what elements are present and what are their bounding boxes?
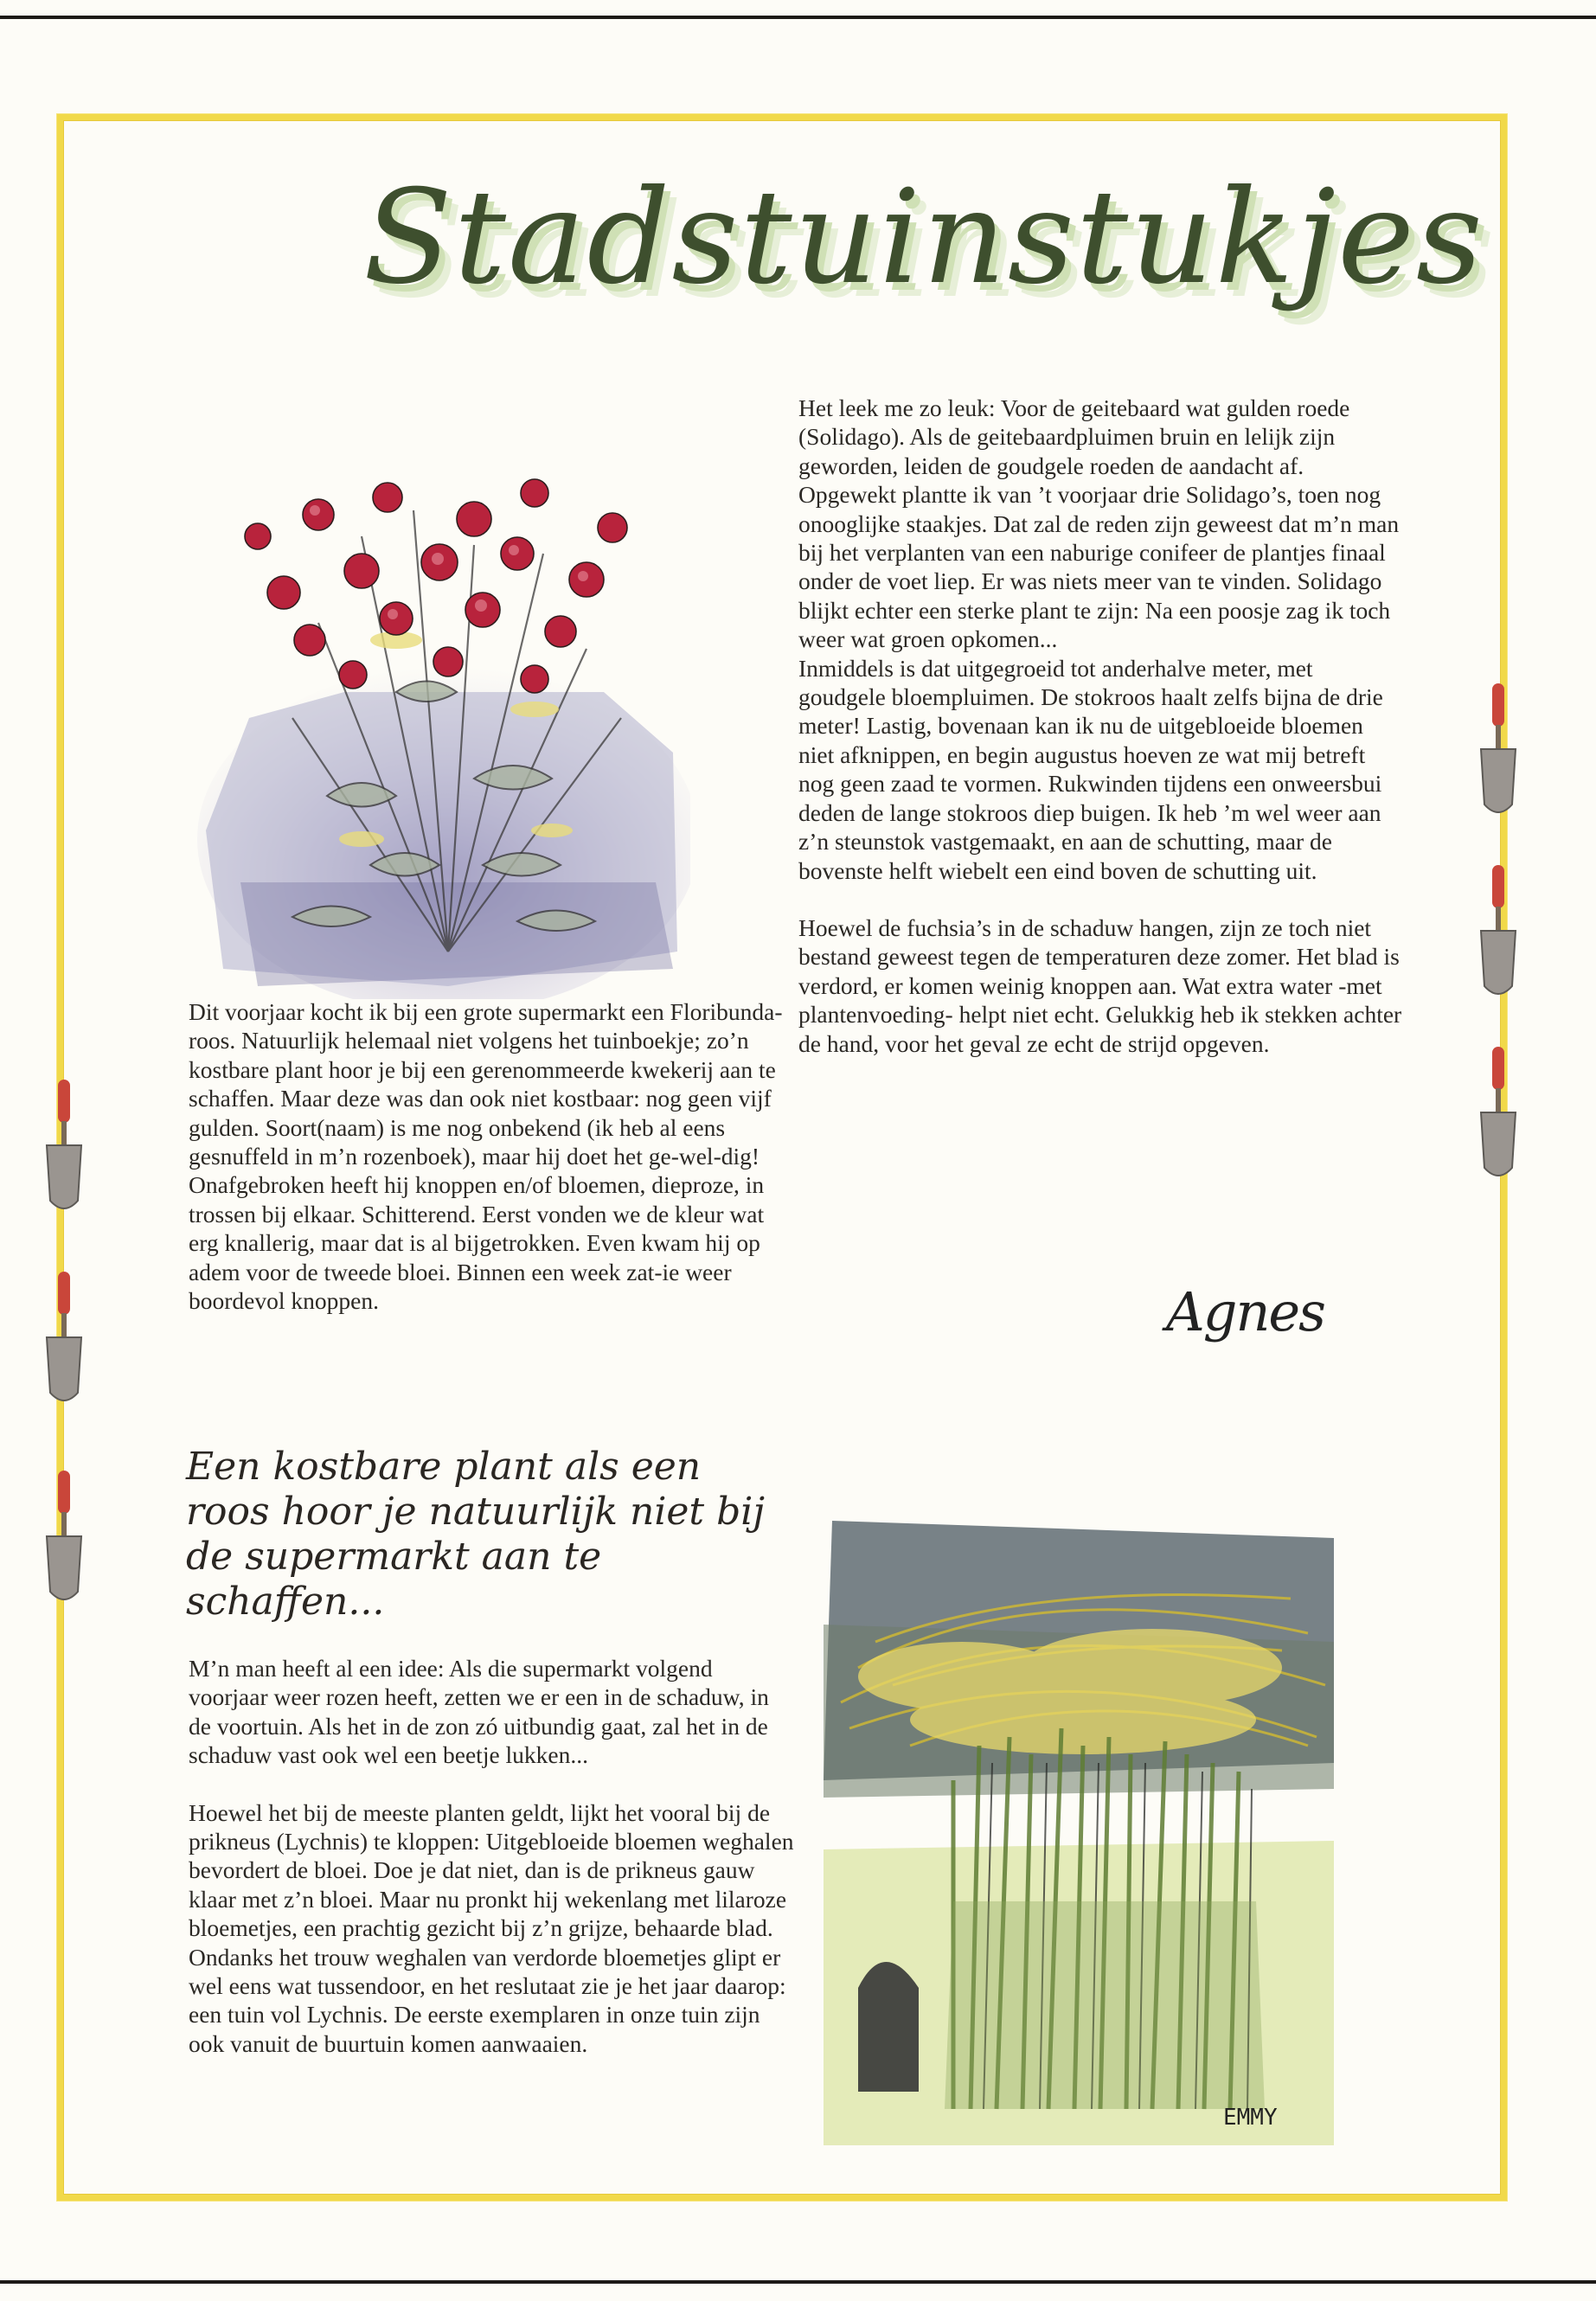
lower-column (189, 1654, 794, 2058)
lower-paragraph: M’n man heeft al een idee: Als die supermarkt volgend voorjaar weer rozen heeft, zetten we er een in de schaduw, in de voortuin. Als het in de zon zó uitbundig gaat, zal het in de schaduw vast ook wel een beetje lukken... (189, 1655, 769, 1769)
trowel-icon (43, 1080, 85, 1216)
trowel-icon (1477, 683, 1519, 820)
lower-paragraph: Hoewel het bij de meeste planten geldt, lijkt het vooral bij de prikneus (Lychnis) te kloppen: Uitgebloeide bloemen weghalen bevordert de bloei. Doe je dat niet, dan is de prikneus gauw klaar met z’n bloei. Maar nu pronkt hij wekenlang met lilaroze bloemetjes, een prachtig gezicht bij z’n grijze, behaarde blad. Ondanks het trouw weghalen van verdorde bloemetjes glipt er wel eens wat tussendoor, en het reslutaat zie je het jaar daarop: een tuin vol Lychnis. De eerste exemplaren in onze tuin zijn ook vanuit de buurtuin komen aanwaaien. (189, 1798, 794, 2057)
right-paragraph: Het leek me zo leuk: Voor de geitebaard wat gulden roede (Solidago). Als de geitebaardpluimen bruin en lelijk zijn geworden, leiden de goudgele roeden de aandacht af. Opgewekt plantte ik van ’t voorjaar drie Solidago’s, toen nog onooglijke staakjes. Dat zal de reden zijn geweest dat m’n man bij het verplanten van een naburige conifeer de plantjes finaal onder de voet liep. Er was niets meer van te vinden. Solidago blijkt echter een sterke plant te zijn: Na een poosje zag ik toch weer wat groen opkomen... (798, 394, 1400, 653)
trowel-icon (43, 1272, 85, 1408)
right-paragraph: Inmiddels is dat uitgegroeid tot anderhalve meter, met goudgele bloempluimen. De stokroos haalt zelfs bijna de drie meter! Lastig, bovenaan kan ik nu de uitgebloeide bloemen niet afknippen, en begin augustus hoeven ze wat mij betreft nog geen zaad te vormen. Rukwinden tijdens een onweersbui deden de lange stokroos diep buigen. Ik heb ’m wel weer aan z’n steunstok vastgemaakt, en aan de schutting, maar de bovenste helft wiebelt een eind boven de schutting uit. (798, 654, 1383, 884)
bottom-rule (0, 2280, 1596, 2284)
right-column (798, 394, 1404, 1058)
rose-illustration (189, 433, 690, 999)
intro-paragraph: Dit voorjaar kocht ik bij een grote supermarkt een Floribunda-roos. Natuurlijk helemaal niet volgens het tuinboekje; zo’n kostbare plant hoor je bij een gerenommeerde kwekerij aan te schaffen. Maar deze was dan ook niet kostbaar: nog geen vijf gulden. Soort(naam) is me nog onbekend (ik heb al eens gesnuffeld in m’n rozenboek), maar hij doet het ge-wel-dig! Onafgebroken heeft hij knoppen en/of bloemen, dieproze, in trossen bij elkaar. Schitterend. Eerst vonden we de kleur wat erg knallerig, maar dat is al bijgetrokken. Even kwam hij op adem voor de tweede bloei. Binnen een week zat-ie weer boordevol knoppen. (189, 998, 783, 1315)
author-signature: Agnes (1166, 1280, 1324, 1343)
trowel-icon (1477, 865, 1519, 1002)
trowel-icon (43, 1471, 85, 1607)
right-paragraph: Hoewel de fuchsia’s in de schaduw hangen, zijn ze toch niet bestand geweest tegen de temperaturen deze zomer. Het blad is verdord, er komen weinig knoppen aan. Wat extra water -met plantenvoeding- helpt niet echt. Gelukkig heb ik stekken achter de hand, voor het geval ze echt de strijd opgeven. (798, 913, 1402, 1057)
grass-illustration (824, 1503, 1334, 2145)
pull-quote: Een kostbare plant als een roos hoor je natuurlijk niet bij de supermarkt aan te schaffen... (186, 1445, 765, 1624)
trowel-icon (1477, 1047, 1519, 1183)
top-rule (0, 16, 1596, 19)
page-title: Stadstuinstukjes (363, 163, 1484, 313)
illustrator-signature: EMMY (1223, 2105, 1278, 2131)
intro-column (189, 997, 794, 1315)
